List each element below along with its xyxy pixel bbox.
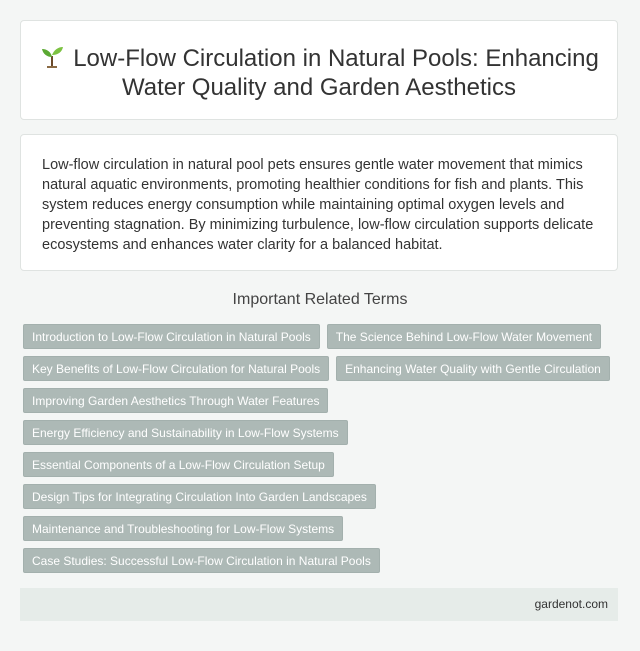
related-term-tag[interactable]: Essential Components of a Low-Flow Circulation Setup bbox=[23, 452, 334, 477]
page-title bbox=[21, 44, 617, 102]
footer-site-link[interactable]: gardenot.com bbox=[534, 597, 608, 611]
related-terms-list bbox=[23, 324, 623, 580]
summary-text: Low-flow circulation in natural pool pets ensures gentle water movement that mimics natural aquatic environments, promoting healthier conditions for fish and plants. This system reduces energy consumption while maintaining optimal oxygen levels and preventing stagnation. By minimizing turbulence, low-flow circulation supports delicate ecosystems and enhances water clarity for a balanced habitat. bbox=[42, 157, 594, 253]
related-term-tag[interactable]: Energy Efficiency and Sustainability in Low-Flow Systems bbox=[23, 420, 348, 445]
related-term-tag[interactable]: Design Tips for Integrating Circulation Into Garden Landscapes bbox=[23, 484, 376, 509]
related-terms-heading: Important Related Terms bbox=[232, 291, 408, 308]
related-term-tag[interactable]: Maintenance and Troubleshooting for Low-Flow Systems bbox=[23, 516, 343, 541]
related-term-tag[interactable]: Case Studies: Successful Low-Flow Circulation in Natural Pools bbox=[23, 548, 380, 573]
footer bbox=[20, 588, 618, 621]
related-term-tag[interactable]: Introduction to Low-Flow Circulation in Natural Pools bbox=[23, 324, 320, 349]
summary-card bbox=[20, 134, 618, 271]
related-term-tag[interactable]: Improving Garden Aesthetics Through Water Features bbox=[23, 388, 328, 413]
page-title-text: Low-Flow Circulation in Natural Pools: Enhancing Water Quality and Garden Aesthetics bbox=[73, 45, 599, 101]
related-term-tag[interactable]: The Science Behind Low-Flow Water Movement bbox=[327, 324, 601, 349]
sprout-icon bbox=[39, 45, 65, 69]
related-term-tag[interactable]: Enhancing Water Quality with Gentle Circulation bbox=[336, 356, 610, 381]
title-card bbox=[20, 20, 618, 120]
related-term-tag[interactable]: Key Benefits of Low-Flow Circulation for Natural Pools bbox=[23, 356, 329, 381]
